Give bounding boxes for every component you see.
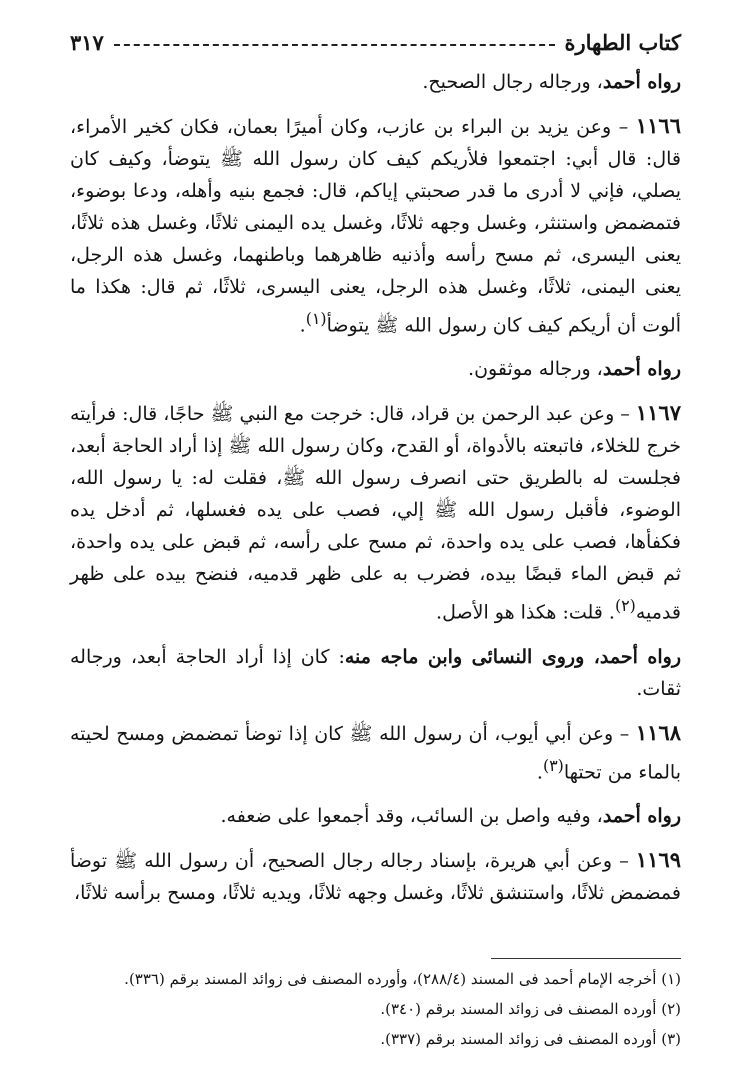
- book-title: كتاب الطهارة: [564, 30, 681, 55]
- hadith-tail: . قلت: هكذا هو الأصل.: [436, 601, 615, 624]
- footnote-marker: (٣): [542, 755, 564, 775]
- hadith-paragraph: [70, 397, 681, 628]
- narration-source: [70, 353, 681, 385]
- footnote-1: (١) أخرجه الإمام أحمد فى المسند (٢٨٨/٤)، وأورده المصنف فى زوائد المسند برقم (٣٣٦).: [124, 970, 681, 988]
- narration-source: [70, 800, 681, 832]
- footnote-separator: [491, 958, 681, 959]
- hadith-text: – وعن يزيد بن البراء بن عازب، وكان أميرًا بعمان، فكان كخير الأمراء، قال: قال أبي: اجتمعوا فلأريكم كيف كان رسول الله ﷺ يتوضأ، وكيف كان يصلي، فإني لا أدرى ما قدر صحبتي إياكم، قال: فجمع بنيه وأهله، ودعا بوضوء، فتمضمض واستنثر، وغسل وجهه ثلاثًا، وغسل يده اليمنى ثلاثًا، وغسل هذه ثلاثًا، يعنى اليسرى، ثم مسح رأسه وأذنيه ظاهرهما وباطنهما، وغسل هذه الرجل، يعنى اليمنى، ثلاثًا، وغسل هذه الرجل، يعنى اليسرى، ثلاثًا، ثم قال: هكذا ما ألوت أن أريكم كيف كان رسول الله ﷺ يتوضأ: [70, 116, 681, 337]
- source-label: رواه أحمد: [602, 804, 681, 827]
- hadith-text: – وعن أبي هريرة، بإسناد رجاله رجال الصحيح، أن رسول الله ﷺ توضأ فمضمض ثلاثًا، واستنشق ثلاثًا، وغسل وجهه ثلاثًا، ويديه ثلاثًا، ومسح برأسه ثلاثًا،: [70, 849, 681, 904]
- footnote-marker: (٢): [614, 596, 636, 616]
- page-number: ٣١٧: [70, 30, 104, 55]
- source-text: ، ورجاله موثقون.: [468, 358, 603, 381]
- hadith-number: ١١٦٩: [635, 846, 681, 872]
- source-label: رواه أحمد: [602, 71, 681, 93]
- narration-source: [70, 66, 681, 98]
- hadith-paragraph: [70, 844, 681, 909]
- footnotes: [70, 964, 681, 1054]
- source-text: : كان إذا أراد الحاجة أبعد، ورجاله ثقات.: [70, 645, 681, 700]
- page-header: [70, 30, 681, 55]
- source-label: رواه أحمد، وروى النسائى وابن ماجه منه: [344, 645, 682, 668]
- source-text: ، وفيه واصل بن السائب، وقد أجمعوا على ضعفه.: [220, 804, 603, 827]
- hadith-text: – وعن أبي أيوب، أن رسول الله ﷺ كان إذا توضأ تمضمض ومسح لحيته بالماء من تحتها: [70, 722, 681, 783]
- hadith-number: ١١٦٦: [635, 113, 681, 138]
- main-text: [70, 66, 681, 921]
- hadith-paragraph: [70, 110, 681, 341]
- source-text: ، ورجاله رجال الصحيح.: [422, 71, 603, 93]
- footnote-marker: (١): [305, 309, 327, 328]
- hadith-tail: .: [536, 760, 543, 783]
- hadith-paragraph: [70, 717, 681, 788]
- source-label: رواه أحمد: [602, 358, 681, 381]
- hadith-number: ١١٦٧: [635, 400, 681, 426]
- hadith-number: ١١٦٨: [635, 719, 681, 745]
- narration-source: [70, 641, 681, 705]
- footnote-2: (٢) أورده المصنف فى زوائد المسند برقم (٣٤٠).: [380, 1000, 681, 1018]
- hadith-tail: .: [299, 314, 306, 337]
- hadith-text: – وعن عبد الرحمن بن قراد، قال: خرجت مع النبي ﷺ حاجًا، قال: فرأيته خرج للخلاء، فاتبعته بالأدواة، أو القدح، وكان رسول الله ﷺ إذا أراد الحاجة أبعد، فجلست له بالطريق حتى انصرف رسول الله ﷺ، فقلت له: يا رسول الله، الوضوء، فأقبل رسول الله ﷺ إلي، فصب على يده فغسلها، ثم أدخل يده فكفأها، فصب على يده واحدة، ثم مسح على رأسه، ثم قبض على يده واحدة، ثم قبض الماء قبضًا بيده، فضرب به على ظهر قدميه، فنضح بيده على ظهر قدميه: [70, 403, 681, 624]
- footnote-3: (٣) أورده المصنف فى زوائد المسند برقم (٣٣٧).: [380, 1030, 681, 1048]
- header-dashed-rule: [114, 44, 555, 46]
